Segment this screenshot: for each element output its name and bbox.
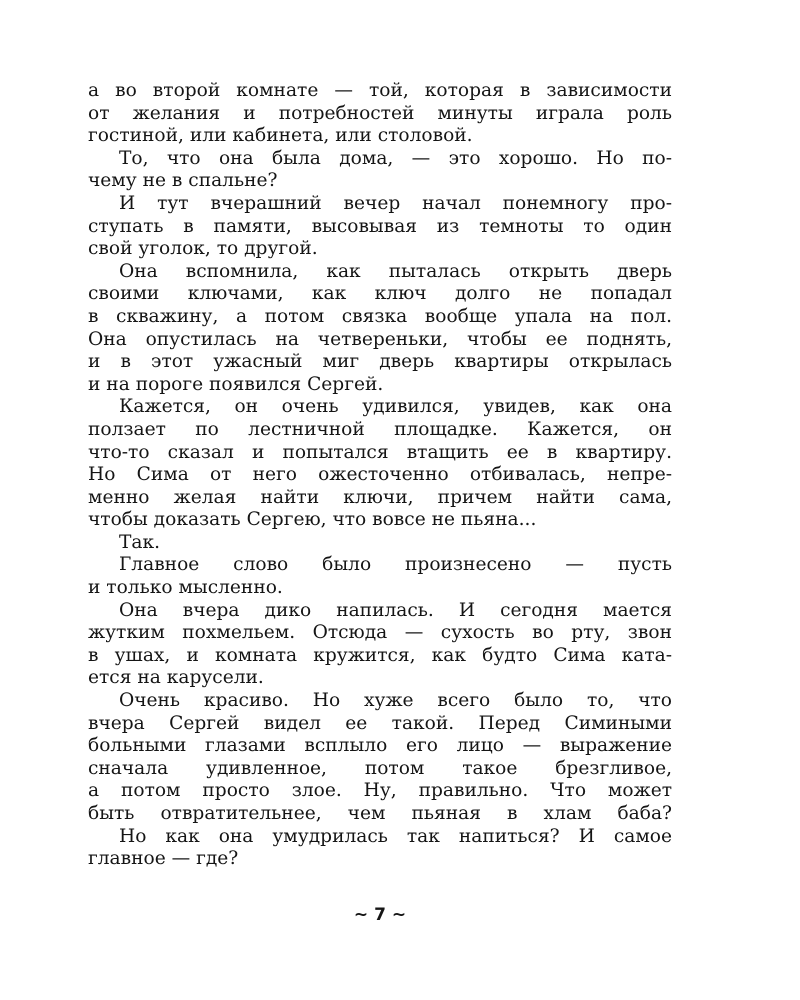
text-line: Кажется, он очень удивился, увидев, как она xyxy=(119,396,672,418)
text-line: Очень красиво. Но хуже всего было то, что xyxy=(119,690,672,712)
text-line: вчера Сергей видел ее такой. Перед Симиными xyxy=(88,712,672,734)
text-line: и в этот ужасный миг дверь квартиры открылась xyxy=(88,351,672,373)
text-line: в ушах, и комната кружится, как будто Сима ката- xyxy=(88,644,672,666)
text-line: ется на карусели. xyxy=(88,667,264,689)
text-line: Она опустилась на четвереньки, чтобы ее поднять, xyxy=(88,328,672,350)
text-line: чтобы доказать Сергею, что вовсе не пьяна... xyxy=(88,509,537,531)
text-line: Но как она умудрилась так напиться? И самое xyxy=(119,825,672,847)
text-line: Главное слово было произнесено — пусть xyxy=(119,554,672,576)
page-number: ~ 7 ~ xyxy=(353,905,407,925)
text-line: Так. xyxy=(119,531,161,553)
text-line: Она вспомнила, как пыталась открыть дверь xyxy=(119,260,672,282)
text-line: что-то сказал и попытался втащить ее в квартиру. xyxy=(88,441,672,463)
text-line: в скважину, а потом связка вообще упала на пол. xyxy=(88,305,672,327)
text-line: и только мысленно. xyxy=(88,577,283,599)
book-page-text xyxy=(88,80,672,871)
text-line: То, что она была дома, — это хорошо. Но по- xyxy=(119,147,672,169)
text-line: Она вчера дико напилась. И сегодня мается xyxy=(119,599,672,621)
text-line: своими ключами, как ключ долго не попадал xyxy=(88,283,672,305)
text-line: больными глазами всплыло его лицо — выражение xyxy=(88,735,672,757)
text-line: главное — где? xyxy=(88,848,239,870)
text-line: быть отвратительнее, чем пьяная в хлам баба? xyxy=(88,803,672,824)
text-line: а потом просто злое. Ну, правильно. Что может xyxy=(88,780,672,802)
text-line: от желания и потребностей минуты играла роль xyxy=(88,102,672,124)
text-line: жутким похмельем. Отсюда — сухость во рту, звон xyxy=(88,622,672,644)
text-line: свой уголок, то другой. xyxy=(88,238,318,260)
text-line: сначала удивленное, потом такое брезгливое, xyxy=(88,757,672,779)
text-line: менно желая найти ключи, причем найти сама, xyxy=(88,486,672,508)
text-line: Но Сима от него ожесточенно отбивалась, непре- xyxy=(88,464,672,486)
text-line: а во второй комнате — той, которая в зависимости xyxy=(88,80,672,101)
text-line: гостиной, или кабинета, или столовой. xyxy=(88,125,473,147)
text-line: и на пороге появился Сергей. xyxy=(88,373,384,395)
text-line: И тут вчерашний вечер начал понемногу про- xyxy=(119,192,672,214)
text-line: ступать в памяти, высовывая из темноты то один xyxy=(88,215,672,237)
text-line: ползает по лестничной площадке. Кажется, он xyxy=(88,418,672,440)
text-line: чему не в спальне? xyxy=(88,170,278,192)
